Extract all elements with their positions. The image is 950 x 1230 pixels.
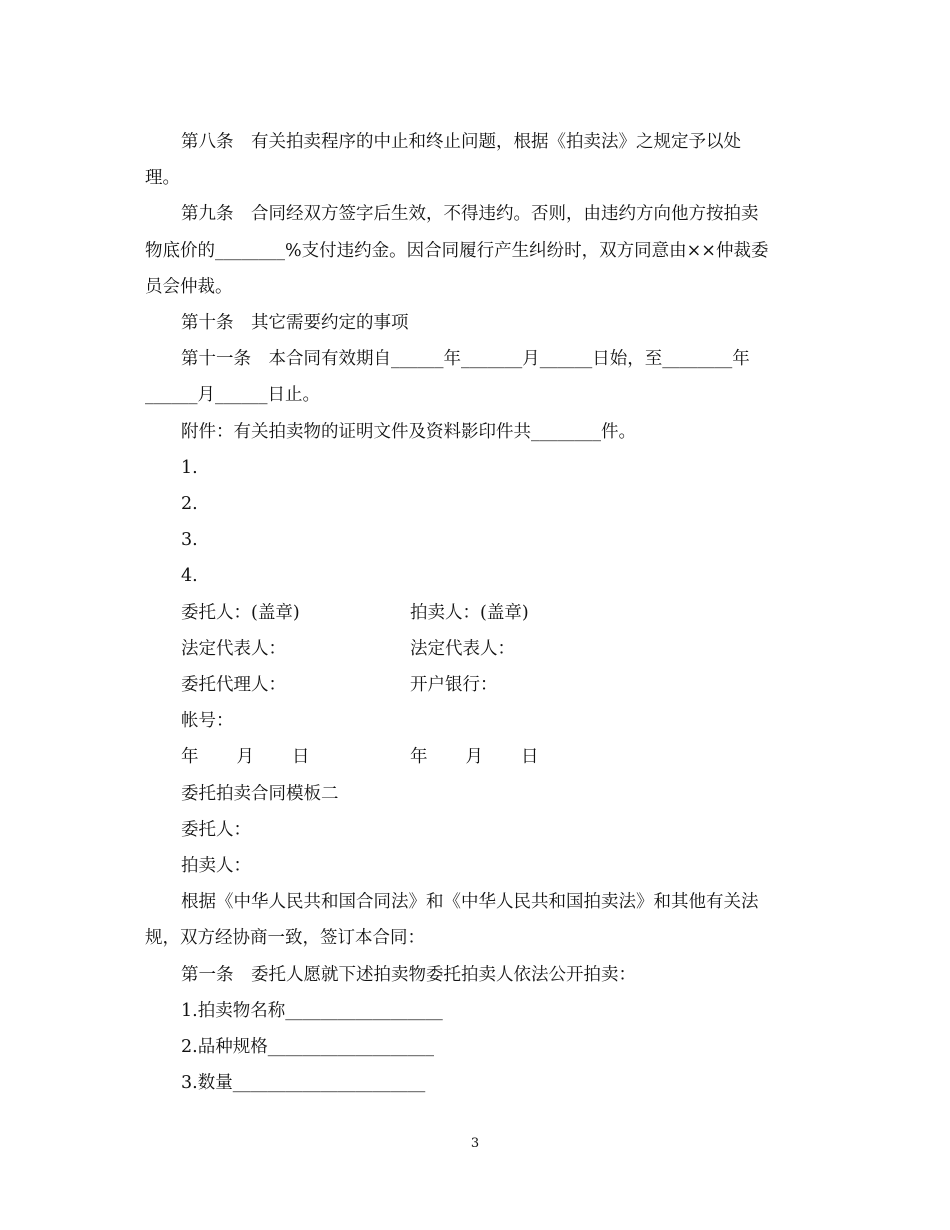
signature-row-legal-rep: [145, 631, 815, 667]
auctioneer-legal-rep-label: 法定代表人：: [410, 638, 515, 659]
account-label: 帐号：: [181, 711, 234, 732]
date-right: [410, 739, 539, 775]
article-9-line-1: 第九条 合同经双方签字后生效，不得违约。否则，由违约方向他方按拍卖: [181, 204, 759, 225]
principal-agent-label: 委托代理人：: [181, 675, 286, 696]
template-2-field-spec: 2.品种规格___________________: [181, 1037, 434, 1058]
article-8-line-2: 理。: [145, 168, 180, 189]
template-2-principal: 委托人：: [181, 819, 251, 840]
attachment-line: 附件：有关拍卖物的证明文件及资料影印件共________件。: [181, 421, 636, 442]
template-2-field-name: 1.拍卖物名称__________________: [181, 1000, 443, 1021]
date-left-day: 日: [292, 747, 310, 768]
template-2-title: 委托拍卖合同模板二: [181, 783, 339, 804]
signature-row-agent: [145, 667, 815, 703]
article-9-line-3: 员会仲裁。: [145, 276, 233, 297]
document-body: [145, 124, 815, 1101]
attachment-item-4: 4.: [181, 566, 198, 587]
date-right-year: 年: [410, 747, 428, 768]
template-2-intro-line-1: 根据《中华人民共和国合同法》和《中华人民共和国拍卖法》和其他有关法: [181, 892, 759, 913]
article-8-line-1: 第八条 有关拍卖程序的中止和终止问题，根据《拍卖法》之规定予以处: [181, 132, 741, 152]
article-10: 第十条 其它需要约定的事项: [181, 313, 409, 334]
template-2-intro-line-2: 规，双方经协商一致，签订本合同：: [145, 928, 425, 949]
date-left-year: 年: [181, 747, 199, 768]
attachment-item-1: 1.: [181, 457, 198, 478]
date-left: [181, 747, 310, 767]
article-11-line-2: ______月______日止。: [145, 385, 320, 406]
auctioneer-seal-label: 拍卖人：(盖章): [410, 602, 529, 623]
bank-label: 开户银行：: [410, 675, 498, 696]
template-2-article-1: 第一条 委托人愿就下述拍卖物委托拍卖人依法公开拍卖：: [181, 964, 636, 985]
attachment-item-3: 3.: [181, 530, 198, 551]
date-right-day: 日: [521, 747, 539, 768]
article-9-line-2: 物底价的________%支付违约金。因合同履行产生纠纷时，双方同意由××仲裁委: [145, 240, 769, 261]
attachment-item-2: 2.: [181, 494, 198, 515]
principal-legal-rep-label: 法定代表人：: [181, 638, 286, 659]
article-11-line-1: 第十一条 本合同有效期自______年_______月______日始，至________年: [181, 349, 750, 370]
page-number: 3: [470, 1136, 480, 1151]
signature-row-principal: [145, 595, 815, 631]
principal-seal-label: 委托人：(盖章): [181, 602, 300, 623]
signature-date-row: [145, 739, 815, 775]
template-2-auctioneer: 拍卖人：: [181, 856, 251, 877]
date-left-month: 月: [236, 747, 254, 768]
template-2-field-quantity: 3.数量______________________: [181, 1073, 426, 1094]
date-right-month: 月: [465, 747, 483, 768]
